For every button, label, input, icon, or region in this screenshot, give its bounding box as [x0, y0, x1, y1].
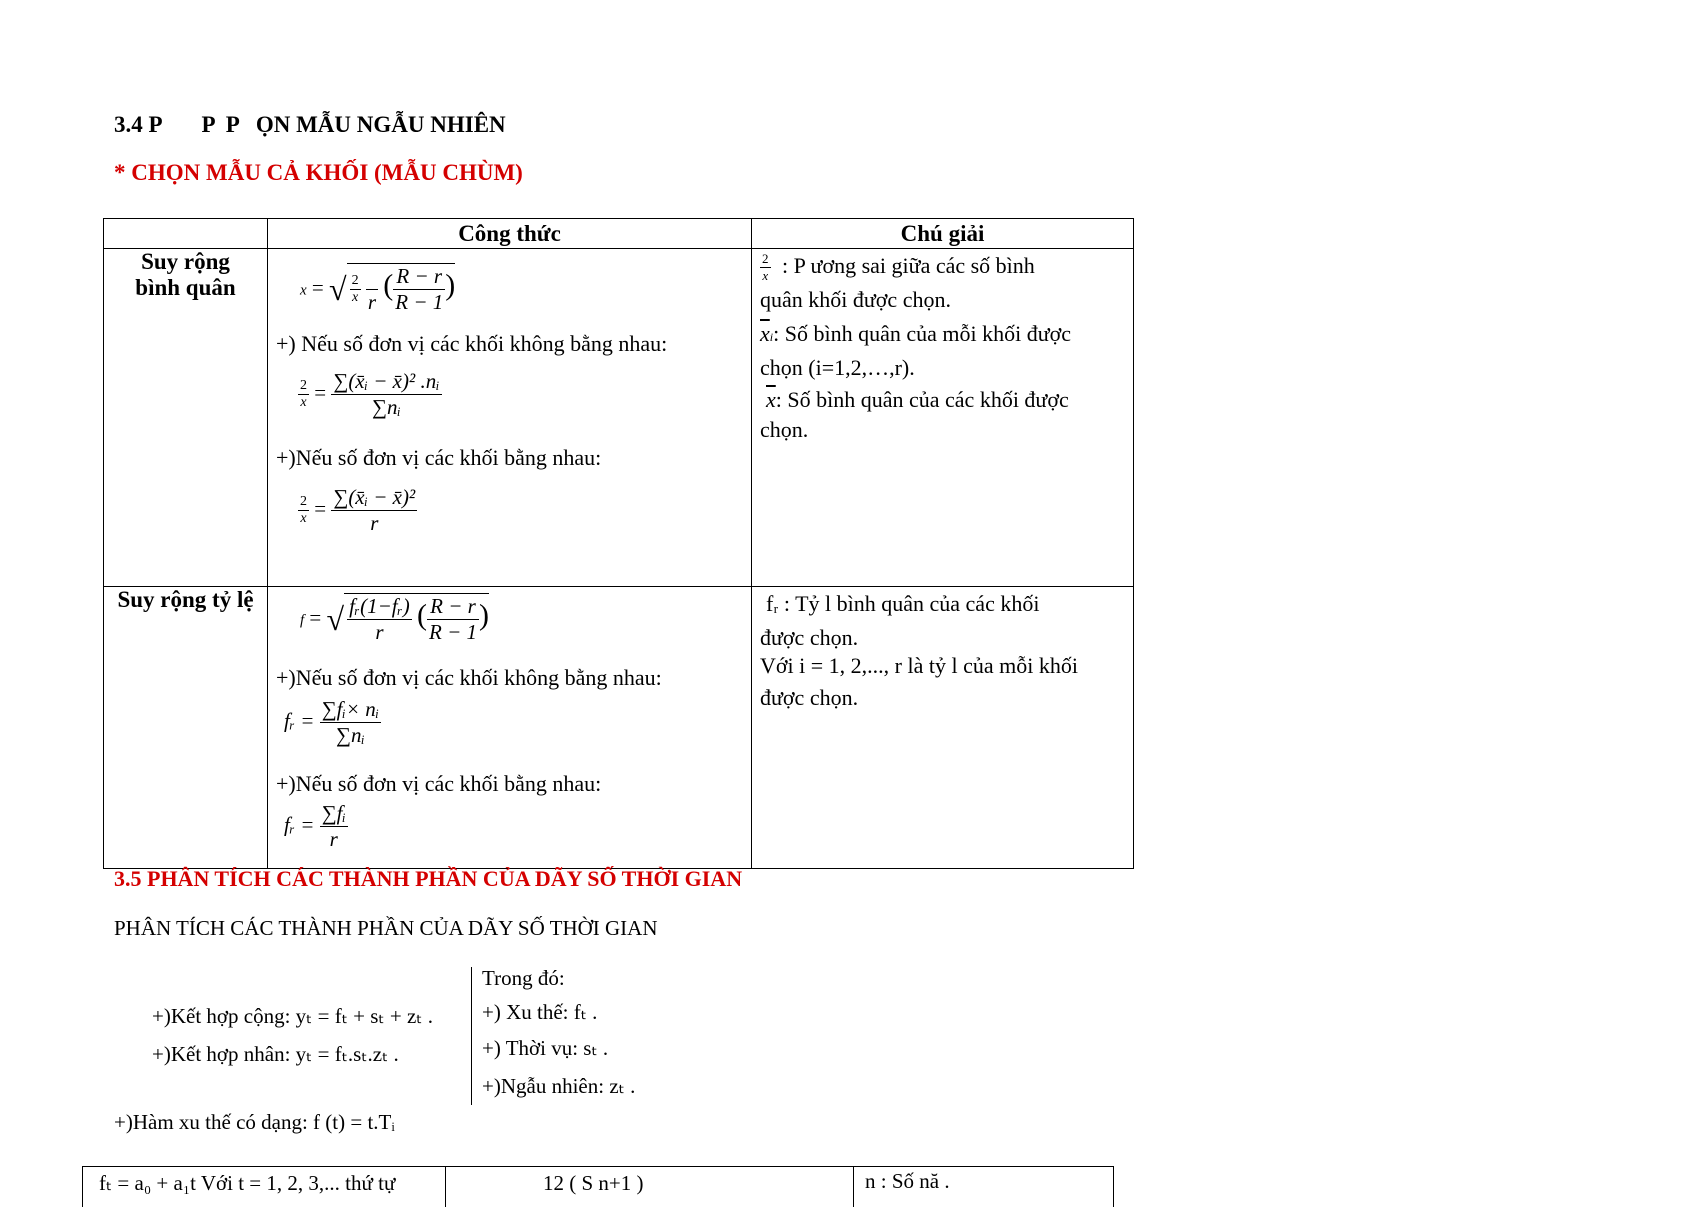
- note-overall-mean-cont: chọn.: [760, 417, 809, 442]
- bottom-table: [82, 1166, 1114, 1207]
- note-unequal-mean: +) Nếu số đơn vị các khối không bằng nhau:: [276, 331, 668, 356]
- notes-cell-mean: [752, 249, 1134, 587]
- section-subtitle-cluster: * CHỌN MẪU CẢ KHỐI (MẪU CHÙM): [114, 160, 523, 185]
- row-label-mean: Suy rộng bình quân: [104, 249, 268, 587]
- note-block-mean-cont: chọn (i=1,2,…,r).: [760, 355, 915, 380]
- note-variance: $\frac{2}{x}$ : P ương sai giữa các số bình: [762, 251, 1035, 283]
- mean-formula: x = √ $\frac{2}{x}$ r ( $\frac{R - r}{R - 1}$ ): [300, 264, 456, 314]
- multiplicative-model: +)Kết hợp nhân: yₜ = fₜ.sₜ.zₜ .: [152, 1042, 399, 1066]
- unequal-proportion-formula: fᵣ = $\frac{\text{∑fᵢ× nᵢ}}{\text{∑nᵢ}}$: [284, 697, 380, 747]
- note-index: Với i = 1, 2,..., r là tỷ l của mỗi khối: [760, 653, 1078, 678]
- note-index-cont: được chọn.: [760, 685, 859, 710]
- formula-cell-mean: [268, 249, 752, 587]
- equal-mean-formula: $\frac{2}{x}$ = $\frac{\text{∑(x̄ᵢ − x̄)²}}{r}$: [300, 485, 416, 535]
- unequal-mean-formula: $\frac{2}{x}$ = $\frac{\text{∑(x̄ᵢ − x̄)² .nᵢ}}{\text{∑nᵢ}}$: [300, 369, 440, 419]
- season-note: +) Thời vụ: sₜ .: [482, 1036, 609, 1060]
- trend-form: +)Hàm xu thế có dạng: f (t) = t.Tᵢ: [114, 1110, 395, 1134]
- header-notes: Chú giải: [752, 219, 1134, 249]
- bottom-divider-2: [853, 1167, 854, 1207]
- notes-cell-proportion: [752, 587, 1134, 869]
- note-proportion-cont: được chọn.: [760, 625, 859, 650]
- additive-model: +)Kết hợp cộng: yₜ = fₜ + sₜ + zₜ .: [152, 1004, 433, 1028]
- note-variance-cont: quân khối được chọn.: [760, 287, 951, 312]
- bottom-divider-1: [445, 1167, 446, 1207]
- note-unequal-proportion: +)Nếu số đơn vị các khối không bằng nhau:: [276, 665, 662, 690]
- bottom-cell-1: fₜ = a₀ + a₁t Với t = 1, 2, 3,... thứ tự: [99, 1171, 396, 1195]
- bottom-cell-2: 12 ( S n+1 ): [543, 1171, 644, 1195]
- formula-table: [103, 218, 1134, 869]
- proportion-formula: f = √ $\frac{\text{fᵣ(1−fᵣ)}}{r}$ ( $\frac{R - r}{R - 1}$ ): [300, 594, 489, 644]
- trend-note: +) Xu thế: fₜ .: [482, 1000, 598, 1024]
- bottom-cell-3: n : Số nă .: [865, 1169, 950, 1193]
- random-note: +)Ngẫu nhiên: zₜ .: [482, 1074, 636, 1098]
- section-subtitle-components: PHÂN TÍCH CÁC THÀNH PHẦN CỦA DÃY SỐ THỜI GIAN: [114, 916, 658, 940]
- note-equal-proportion: +)Nếu số đơn vị các khối bằng nhau:: [276, 771, 602, 796]
- divider-line: [471, 967, 472, 1105]
- section-title-3-5: 3.5 PHÂN TÍCH CÁC THÀNH PHẦN CỦA DÃY SỐ THỜI GIAN: [114, 866, 743, 891]
- row-label-proportion: Suy rộng tỷ lệ: [104, 587, 268, 869]
- formula-cell-proportion: [268, 587, 752, 869]
- note-equal-mean: +)Nếu số đơn vị các khối bằng nhau:: [276, 445, 602, 470]
- header-empty: [104, 219, 268, 249]
- section-title-3-4: 3.4 P P P ỌN MẪU NGẪU NHIÊN: [114, 112, 506, 137]
- equal-proportion-formula: fᵣ = $\frac{\text{∑fᵢ}}{r}$: [284, 801, 346, 851]
- header-formula: Công thức: [268, 219, 752, 249]
- note-proportion: fᵣ : Tỷ l bình quân của các khối: [766, 591, 1040, 616]
- note-overall-mean: $\overline{x}$: Số bình quân của các khối được: [766, 387, 1069, 412]
- note-block-mean: $\overline{x}i$: Số bình quân của mỗi khối được: [760, 321, 1072, 346]
- where-label: Trong đó:: [482, 966, 565, 990]
